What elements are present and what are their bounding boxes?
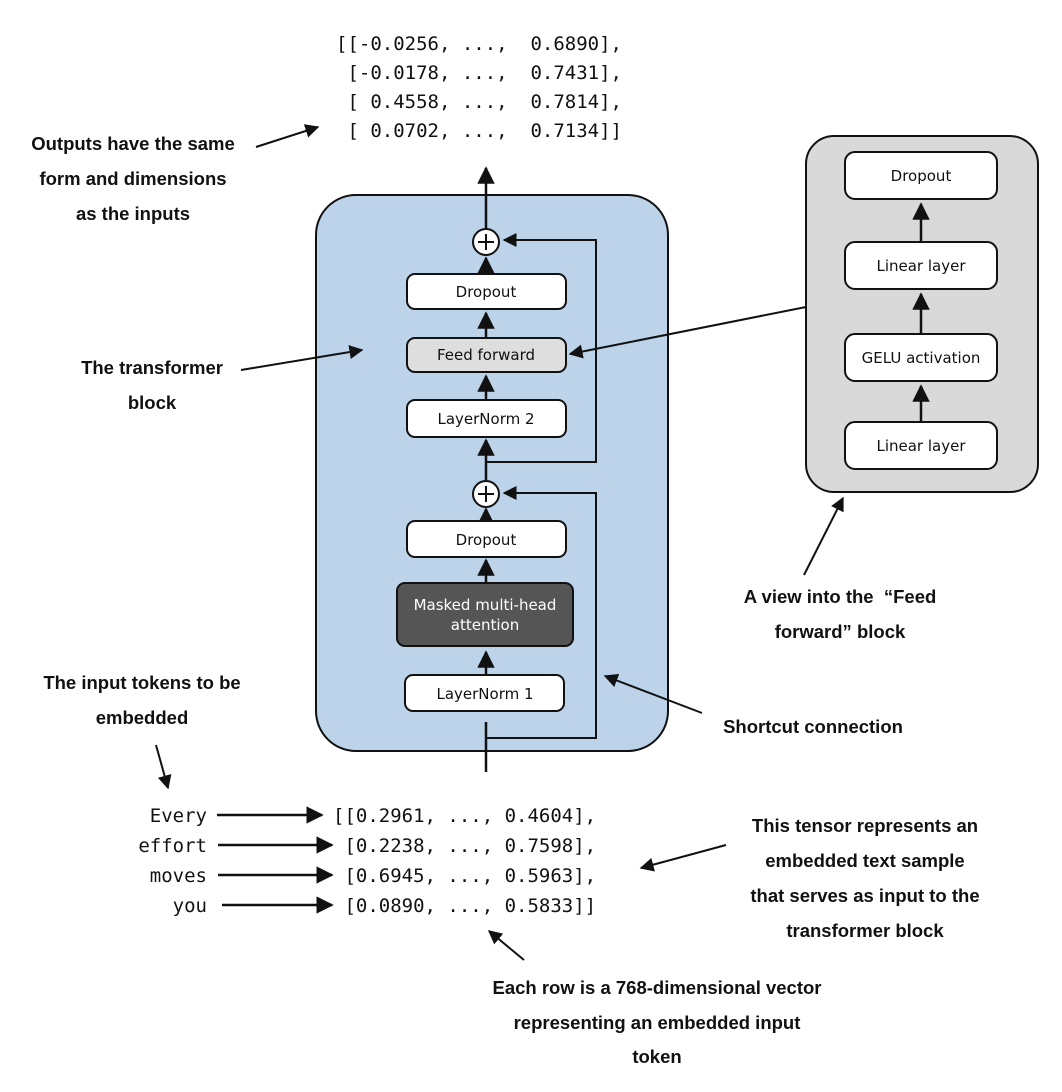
dropout-bottom-box bbox=[407, 521, 566, 557]
each-row-annotation bbox=[489, 931, 822, 1067]
feed-forward-box bbox=[407, 338, 566, 372]
add-node-top bbox=[473, 229, 499, 255]
layernorm2-label: LayerNorm 2 bbox=[437, 410, 535, 428]
annotation-line: Outputs have the same bbox=[31, 133, 235, 154]
attention-label: Masked multi-head bbox=[413, 596, 557, 614]
annotation-line: This tensor represents an bbox=[751, 815, 979, 836]
add-node-bottom bbox=[473, 481, 499, 507]
input-row: [0.0890, ..., 0.5833]] bbox=[333, 895, 597, 917]
output-matrix bbox=[336, 33, 622, 142]
feed-forward-label: Feed forward bbox=[436, 346, 536, 364]
annotation-line: form and dimensions bbox=[39, 168, 227, 189]
annotation-line: block bbox=[127, 392, 177, 413]
ff-linear1-box bbox=[845, 422, 997, 469]
token: you bbox=[172, 895, 207, 917]
output-row: [ 0.0702, ..., 0.7134]] bbox=[336, 120, 622, 142]
attention-box bbox=[397, 583, 573, 646]
annotation-line: embedded text sample bbox=[765, 850, 965, 871]
ff-dropout-label: Dropout bbox=[890, 167, 952, 185]
annotation-line: transformer block bbox=[786, 920, 944, 941]
ff-dropout-box bbox=[845, 152, 997, 199]
annotation-line: Shortcut connection bbox=[723, 716, 903, 737]
annotation-line: The transformer bbox=[81, 357, 223, 378]
input-tokens bbox=[138, 805, 332, 917]
input-row: [[0.2961, ..., 0.4604], bbox=[333, 805, 597, 827]
annotation-line: The input tokens to be bbox=[43, 672, 241, 693]
ff-linear2-box bbox=[845, 242, 997, 289]
token: moves bbox=[149, 865, 207, 887]
annotation-line: representing an embedded input bbox=[513, 1012, 801, 1033]
input-tokens-annotation bbox=[43, 672, 240, 788]
annotation-line: forward” block bbox=[774, 621, 906, 642]
ff-gelu-box bbox=[845, 334, 997, 381]
annotation-line: as the inputs bbox=[75, 203, 191, 224]
attention-label: attention bbox=[450, 616, 520, 634]
annotation-line: token bbox=[632, 1046, 682, 1067]
annotation-line: that serves as input to the bbox=[750, 885, 980, 906]
annotation-line: Each row is a 768-dimensional vector bbox=[492, 977, 822, 998]
output-row: [ 0.4558, ..., 0.7814], bbox=[336, 91, 622, 113]
ff-gelu-label: GELU activation bbox=[861, 349, 981, 367]
output-row: [-0.0178, ..., 0.7431], bbox=[336, 62, 622, 84]
tensor-annotation bbox=[641, 815, 980, 941]
output-row: [[-0.0256, ..., 0.6890], bbox=[336, 33, 622, 55]
token: Every bbox=[149, 805, 207, 827]
ff-linear1-label: Linear layer bbox=[876, 437, 966, 455]
feed-forward-view-annotation bbox=[744, 498, 937, 642]
layernorm2-box bbox=[407, 400, 566, 437]
outputs-annotation bbox=[31, 127, 318, 224]
layernorm1-label: LayerNorm 1 bbox=[436, 685, 534, 703]
ff-linear2-label: Linear layer bbox=[876, 257, 966, 275]
annotation-line: A view into the “Feed bbox=[743, 586, 937, 607]
token: effort bbox=[138, 835, 207, 857]
layernorm1-box bbox=[405, 675, 564, 711]
dropout-bottom-label: Dropout bbox=[455, 531, 517, 549]
input-row: [0.2238, ..., 0.7598], bbox=[333, 835, 597, 857]
dropout-top-label: Dropout bbox=[455, 283, 517, 301]
input-matrix bbox=[333, 805, 596, 917]
dropout-top-box bbox=[407, 274, 566, 309]
annotation-line: embedded bbox=[95, 707, 189, 728]
input-row: [0.6945, ..., 0.5963], bbox=[333, 865, 597, 887]
